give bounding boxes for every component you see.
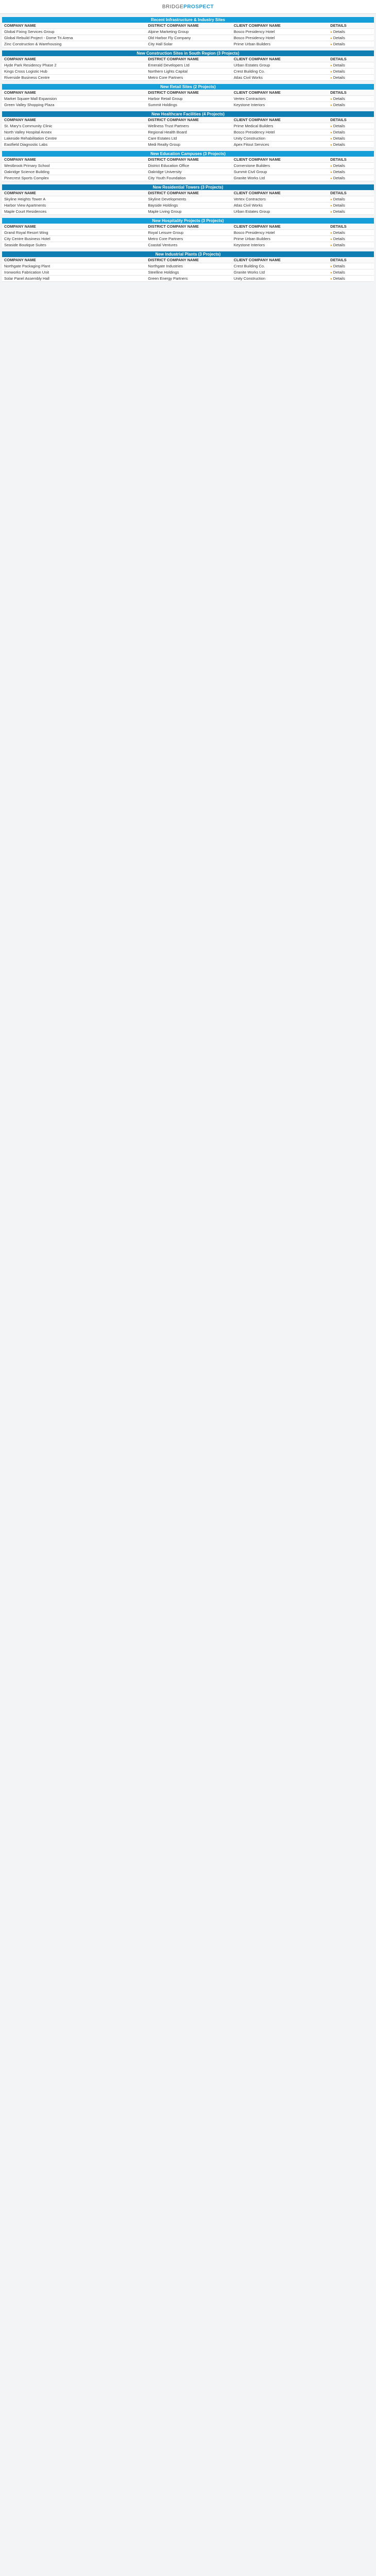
table-cell: Urban Estates Group <box>233 63 270 67</box>
column-header: COMPANY NAME <box>4 90 36 95</box>
column-header: DETAILS <box>330 57 347 61</box>
table-cell: Unity Construction <box>233 276 265 281</box>
section-title: New Construction Sites in South Region (3 Projects) <box>2 50 374 56</box>
table-cell: Bayside Holdings <box>148 203 178 208</box>
table-cell: City Hall Solar <box>148 42 173 46</box>
table-cell: Maple Living Group <box>148 209 182 214</box>
table-row[interactable] <box>2 102 374 108</box>
table-cell: Global Rebuild Project - Dome Tri Arena <box>4 36 73 40</box>
table-cell: Cornerstone Builders <box>233 163 270 168</box>
table-row[interactable] <box>2 96 374 102</box>
details-link[interactable]: ● Details <box>328 230 374 235</box>
column-header: CLIENT COMPANY NAME <box>233 23 281 28</box>
table-row[interactable] <box>2 269 374 276</box>
table-cell: Oakridge Science Building <box>4 170 49 174</box>
table-cell: City Centre Business Hotel <box>4 236 50 241</box>
details-link[interactable]: ● Details <box>328 135 374 141</box>
table-cell: Care Estates Ltd <box>148 136 177 141</box>
column-header: DISTRICT COMPANY NAME <box>148 57 199 61</box>
top-bar <box>0 0 376 14</box>
column-header: COMPANY NAME <box>4 258 36 262</box>
table-cell: District Education Office <box>148 163 190 168</box>
column-header: CLIENT COMPANY NAME <box>233 57 281 61</box>
table-row[interactable] <box>2 276 374 282</box>
details-link[interactable]: ● Details <box>328 263 374 269</box>
table-cell: Metro Core Partners <box>148 75 183 80</box>
details-link[interactable]: ● Details <box>328 129 374 135</box>
table-cell: Skyline Developments <box>148 197 186 201</box>
table-cell: Granite Works Ltd <box>233 176 265 180</box>
table-cell: Wellness Trust Partners <box>148 124 189 128</box>
column-header: DETAILS <box>330 90 347 95</box>
table-cell: Grand Royal Resort Wing <box>4 230 48 235</box>
table-header <box>2 257 374 263</box>
table-cell: Hyde Park Residency Phase 2 <box>4 63 57 67</box>
column-header: COMPANY NAME <box>4 23 36 28</box>
column-header: DETAILS <box>330 23 347 28</box>
table-header <box>2 117 374 123</box>
column-header: DETAILS <box>330 117 347 122</box>
table-cell: Bosco Presidency Hotel <box>233 36 275 40</box>
table-cell: Alpine Marketing Group <box>148 29 189 34</box>
table-cell: Westbrook Primary School <box>4 163 50 168</box>
details-link[interactable]: ● Details <box>328 269 374 275</box>
table-cell: North Valley Hospital Annex <box>4 130 52 134</box>
table-row[interactable] <box>2 196 374 202</box>
section-title: New Healthcare Facilities (4 Projects) <box>2 111 374 117</box>
table-cell: City Youth Foundation <box>148 176 186 180</box>
column-header: CLIENT COMPANY NAME <box>233 157 281 162</box>
table-cell: Bosco Presidency Hotel <box>233 230 275 235</box>
table-cell: Skyline Heights Tower A <box>4 197 46 201</box>
table-cell: Crest Building Co. <box>233 69 265 74</box>
table-row[interactable] <box>2 169 374 175</box>
column-header: DISTRICT COMPANY NAME <box>148 191 199 195</box>
column-header: DISTRICT COMPANY NAME <box>148 224 199 229</box>
column-header: DETAILS <box>330 191 347 195</box>
table-cell: Granite Works Ltd <box>233 270 265 275</box>
table-cell: Ironworks Fabrication Unit <box>4 270 49 275</box>
column-header: DETAILS <box>330 258 347 262</box>
table-cell: Royal Leisure Group <box>148 230 184 235</box>
column-header: DISTRICT COMPANY NAME <box>148 23 199 28</box>
table-header <box>2 56 374 62</box>
table-row[interactable] <box>2 41 374 47</box>
table-row[interactable] <box>2 209 374 215</box>
section-title: New Retail Sites (2 Projects) <box>2 84 374 90</box>
table-cell: Medi Realty Group <box>148 142 180 147</box>
table-cell: Prime Medical Builders <box>233 124 274 128</box>
table-cell: Unity Construction <box>233 136 265 141</box>
table-cell: Northgate Packaging Plant <box>4 264 50 268</box>
table-cell: Riverside Business Centre <box>4 75 50 80</box>
section-title: Recent Infrastructure & Industry Sites <box>2 17 374 23</box>
column-header: CLIENT COMPANY NAME <box>233 90 281 95</box>
table-row[interactable] <box>2 263 374 269</box>
table-cell: Bosco Presidency Hotel <box>233 29 275 34</box>
details-link[interactable]: ● Details <box>328 175 374 181</box>
project-listing <box>0 17 376 302</box>
details-link[interactable]: ● Details <box>328 123 374 129</box>
details-link[interactable]: ● Details <box>328 96 374 101</box>
table-row[interactable] <box>2 62 374 69</box>
table-row[interactable] <box>2 142 374 148</box>
table-cell: Atlas Civil Works <box>233 203 263 208</box>
details-link[interactable]: ● Details <box>328 29 374 35</box>
table-cell: Summit Holdings <box>148 103 178 107</box>
table-cell: Emerald Developers Ltd <box>148 63 190 67</box>
details-link[interactable]: ● Details <box>328 41 374 47</box>
column-header: CLIENT COMPANY NAME <box>233 258 281 262</box>
table-cell: Harbor View Apartments <box>4 203 46 208</box>
details-link[interactable]: ● Details <box>328 62 374 68</box>
details-link[interactable]: ● Details <box>328 75 374 80</box>
table-cell: Keystone Interiors <box>233 243 265 247</box>
details-link[interactable]: ● Details <box>328 35 374 41</box>
table-cell: Crest Building Co. <box>233 264 265 268</box>
column-header: DISTRICT COMPANY NAME <box>148 90 199 95</box>
table-cell: Keystone Interiors <box>233 103 265 107</box>
column-header: DETAILS <box>330 224 347 229</box>
column-header: DISTRICT COMPANY NAME <box>148 117 199 122</box>
table-cell: Urban Estates Group <box>233 209 270 214</box>
table-cell: Northgate Industries <box>148 264 183 268</box>
details-link[interactable]: ● Details <box>328 242 374 248</box>
column-header: COMPANY NAME <box>4 57 36 61</box>
table-row[interactable] <box>2 163 374 169</box>
column-header: CLIENT COMPANY NAME <box>233 191 281 195</box>
table-cell: Green Energy Partners <box>148 276 188 281</box>
table-row[interactable] <box>2 135 374 142</box>
table-cell: Harbor Retail Group <box>148 96 183 101</box>
table-cell: Zinc Construction & Warehousing <box>4 42 62 46</box>
table-cell: Steelline Holdings <box>148 270 179 275</box>
table-cell: Coastal Ventures <box>148 243 178 247</box>
table-cell: Apex Fitout Services <box>233 142 269 147</box>
details-link[interactable]: ● Details <box>328 142 374 147</box>
section-title: New Education Campuses (3 Projects) <box>2 151 374 157</box>
table-header <box>2 23 374 29</box>
column-header: DISTRICT COMPANY NAME <box>148 157 199 162</box>
table-cell: Summit Civil Group <box>233 170 267 174</box>
table-cell: Oakridge University <box>148 170 182 174</box>
table-cell: Green Valley Shopping Plaza <box>4 103 55 107</box>
column-header: COMPANY NAME <box>4 224 36 229</box>
column-header: CLIENT COMPANY NAME <box>233 224 281 229</box>
table-header <box>2 90 374 96</box>
column-header: CLIENT COMPANY NAME <box>233 117 281 122</box>
table-header <box>2 224 374 230</box>
table-row[interactable] <box>2 69 374 75</box>
column-header: DETAILS <box>330 157 347 162</box>
table-row[interactable] <box>2 29 374 35</box>
table-row[interactable] <box>2 230 374 236</box>
table-cell: Pinecrest Sports Complex <box>4 176 49 180</box>
table-row[interactable] <box>2 202 374 209</box>
column-header: DISTRICT COMPANY NAME <box>148 258 199 262</box>
table-header <box>2 157 374 163</box>
table-cell: Lakeside Rehabilitation Centre <box>4 136 57 141</box>
table-row[interactable] <box>2 129 374 135</box>
table-row[interactable] <box>2 242 374 248</box>
table-row[interactable] <box>2 35 374 41</box>
table-cell: Regional Health Board <box>148 130 187 134</box>
table-cell: Eastfield Diagnostic Labs <box>4 142 48 147</box>
table-cell: St. Mary's Community Clinic <box>4 124 53 128</box>
column-header: COMPANY NAME <box>4 191 36 195</box>
table-row[interactable] <box>2 175 374 181</box>
table-cell: Vertex Contractors <box>233 197 266 201</box>
column-header: COMPANY NAME <box>4 157 36 162</box>
details-link[interactable]: ● Details <box>328 202 374 208</box>
table-cell: Maple Court Residences <box>4 209 47 214</box>
details-link[interactable]: ● Details <box>328 209 374 214</box>
table-cell: Seaside Boutique Suites <box>4 243 46 247</box>
table-cell: Northern Lights Capital <box>148 69 188 74</box>
column-header: COMPANY NAME <box>4 117 36 122</box>
table-row[interactable] <box>2 75 374 81</box>
table-cell: Market Square Mall Expansion <box>4 96 57 101</box>
table-cell: Solar Panel Assembly Hall <box>4 276 49 281</box>
table-cell: Atlas Civil Works <box>233 75 263 80</box>
section-title: New Hospitality Projects (3 Projects) <box>2 218 374 224</box>
table-cell: Vertex Contractors <box>233 96 266 101</box>
logo[interactable]: BRIDGEPROSPECT <box>162 4 214 10</box>
table-cell: Old Harbor Fly Company <box>148 36 191 40</box>
details-link[interactable]: ● Details <box>328 102 374 108</box>
table-cell: Kings Cross Logistic Hub <box>4 69 47 74</box>
details-link[interactable]: ● Details <box>328 169 374 175</box>
table-cell: Global Fixing Services Group <box>4 29 55 34</box>
table-row[interactable] <box>2 123 374 129</box>
table-cell: Prime Urban Builders <box>233 236 270 241</box>
section-title: New Residential Towers (3 Projects) <box>2 184 374 190</box>
details-link[interactable]: ● Details <box>328 236 374 242</box>
details-link[interactable]: ● Details <box>328 196 374 202</box>
table-row[interactable] <box>2 236 374 242</box>
table-cell: Bosco Presidency Hotel <box>233 130 275 134</box>
table-header <box>2 190 374 196</box>
details-link[interactable]: ● Details <box>328 69 374 74</box>
table-cell: Metro Core Partners <box>148 236 183 241</box>
section-title: New Industrial Plants (3 Projects) <box>2 251 374 257</box>
details-link[interactable]: ● Details <box>328 163 374 168</box>
details-link[interactable]: ● Details <box>328 276 374 281</box>
table-cell: Prime Urban Builders <box>233 42 270 46</box>
